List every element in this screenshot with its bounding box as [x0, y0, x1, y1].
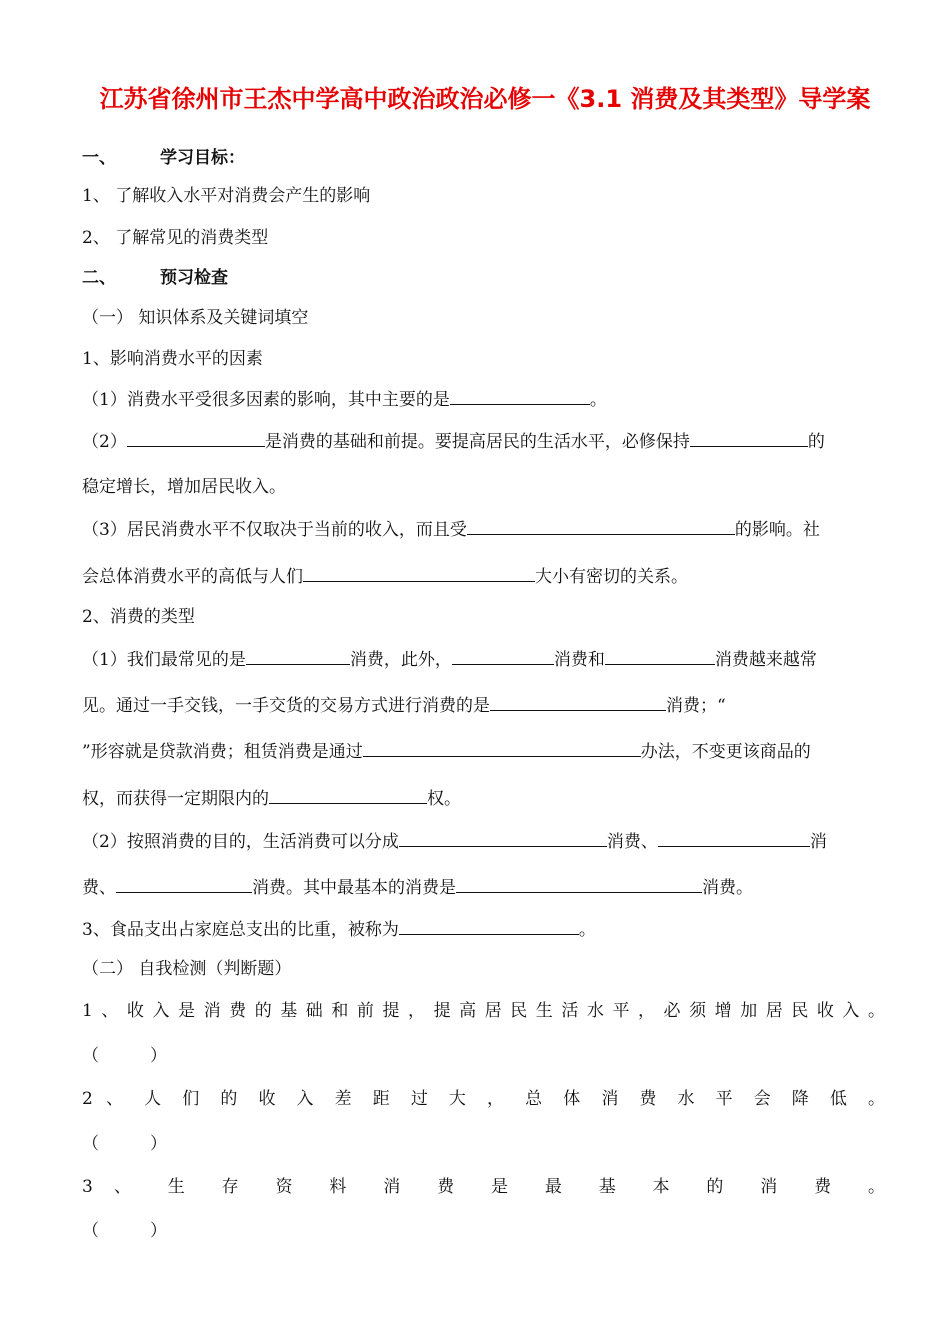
document-title: 江苏省徐州市王杰中学高中政治政治必修一《3.1 消费及其类型》导学案: [99, 85, 871, 113]
fill-blank-question: （2）按照消费的目的，生活消费可以分成 消费、 消: [82, 828, 827, 855]
answer-blank[interactable]: [246, 646, 350, 665]
subsection-heading: （二） 自我检测（判断题）: [82, 959, 292, 979]
fill-blank-question: （3）居民消费水平不仅取决于当前的收入，而且受 的影响。社: [82, 516, 820, 543]
answer-blank[interactable]: [363, 738, 641, 757]
answer-parentheses[interactable]: （ ）: [82, 1134, 167, 1154]
answer-blank[interactable]: [450, 386, 590, 405]
question-heading: 1、影响消费水平的因素: [82, 349, 263, 369]
true-false-question: 3 、 生 存 资 料 消 费 是 最 基 本 的 消 费 。: [82, 1177, 885, 1197]
fill-blank-question: 见。通过一手交钱，一手交货的交易方式进行消费的是 消费；“: [82, 692, 726, 719]
fill-blank-question: 权，而获得一定期限内的 权。: [82, 785, 461, 812]
answer-blank[interactable]: [605, 646, 715, 665]
true-false-question: 2 、 人 们 的 收 入 差 距 过 大 ， 总 体 消 费 水 平 会 降 低 。: [82, 1089, 885, 1109]
section-heading-goals: 一、 学习目标：: [82, 148, 245, 168]
answer-blank[interactable]: [467, 516, 735, 535]
answer-blank[interactable]: [658, 828, 810, 847]
fill-blank-question: （1）我们最常见的是 消费，此外， 消费和 消费越来越常: [82, 646, 817, 673]
answer-blank[interactable]: [399, 916, 579, 935]
answer-blank[interactable]: [452, 646, 554, 665]
subsection-heading: （一） 知识体系及关键词填空: [82, 308, 309, 328]
answer-blank[interactable]: [269, 785, 427, 804]
question-continuation: 稳定增长，增加居民收入。: [82, 477, 286, 497]
fill-blank-question: （2） 是消费的基础和前提。要提高居民的生活水平，必修保持 的: [82, 428, 825, 455]
answer-blank[interactable]: [303, 563, 535, 582]
answer-blank[interactable]: [690, 428, 808, 447]
section-heading-preview: 二、 预习检查: [82, 268, 228, 288]
answer-parentheses[interactable]: （ ）: [82, 1046, 167, 1066]
answer-parentheses[interactable]: （ ）: [82, 1221, 167, 1241]
answer-blank[interactable]: [399, 828, 607, 847]
question-heading: 2、消费的类型: [82, 607, 195, 627]
true-false-question: 1、收入是消费的基础和前提，提高居民生活水平，必须增加居民收入。: [82, 1001, 885, 1021]
goal-item: 1、 了解收入水平对消费会产生的影响: [82, 186, 371, 206]
goal-item: 2、 了解常见的消费类型: [82, 228, 269, 248]
fill-blank-question: 费、 消费。其中最基本的消费是 消费。: [82, 874, 753, 901]
answer-blank[interactable]: [127, 428, 265, 447]
fill-blank-question: 3、食品支出占家庭总支出的比重，被称为 。: [82, 916, 596, 943]
answer-blank[interactable]: [490, 692, 666, 711]
answer-blank[interactable]: [116, 874, 252, 893]
fill-blank-question: ”形容就是贷款消费；租赁消费是通过 办法，不变更该商品的: [82, 738, 811, 765]
fill-blank-question: （1）消费水平受很多因素的影响，其中主要的是 。: [82, 386, 607, 413]
fill-blank-question: 会总体消费水平的高低与人们 大小有密切的关系。: [82, 563, 688, 590]
answer-blank[interactable]: [456, 874, 702, 893]
